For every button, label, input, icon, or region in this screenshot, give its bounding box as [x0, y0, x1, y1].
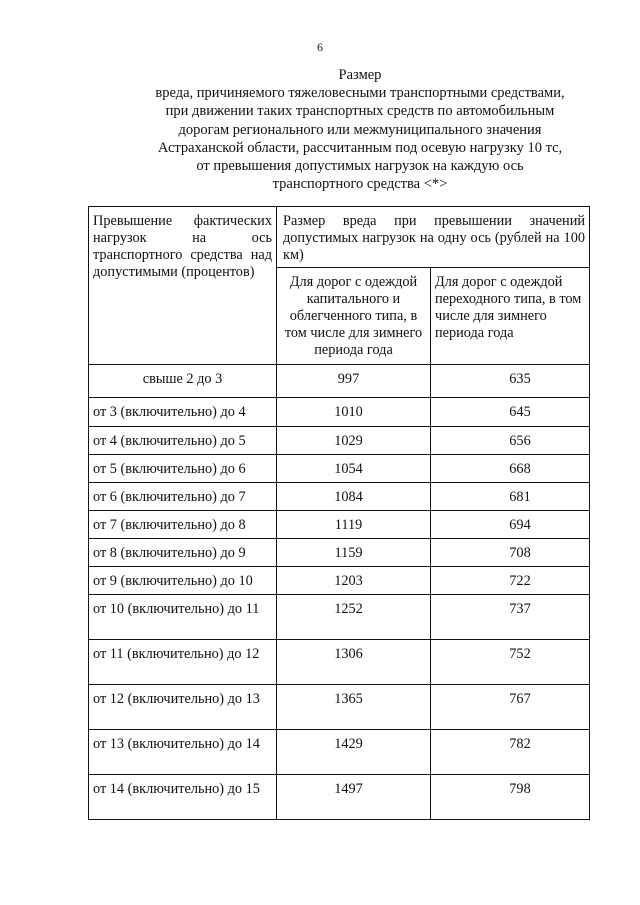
heading-line: вреда, причиняемого тяжеловесными транспортными средствами, — [155, 85, 565, 102]
heading-line: транспортного средства <*> — [272, 176, 448, 193]
row-label: от 13 (включительно) до 14 — [89, 730, 277, 775]
value-capital: 1119 — [277, 511, 431, 539]
value-capital: 1497 — [277, 775, 431, 820]
row-label: от 3 (включительно) до 4 — [89, 398, 277, 427]
value-transitional: 708 — [431, 539, 590, 567]
row-label: от 7 (включительно) до 8 — [89, 511, 277, 539]
row-label: от 8 (включительно) до 9 — [89, 539, 277, 567]
value-transitional: 798 — [431, 775, 590, 820]
table-row — [89, 730, 590, 775]
table-row — [89, 483, 590, 511]
value-capital: 1010 — [277, 398, 431, 427]
value-transitional: 782 — [431, 730, 590, 775]
heading-line: при движении таких транспортных средств по автомобильным — [165, 103, 555, 120]
heading-line: от превышения допустимых нагрузок на каждую ось — [196, 158, 524, 175]
table-row — [89, 640, 590, 685]
heading-line: дорогам регионального или межмуниципального значения — [178, 121, 542, 138]
value-transitional: 722 — [431, 567, 590, 595]
table-row — [89, 427, 590, 455]
value-transitional: 767 — [431, 685, 590, 730]
value-capital: 1029 — [277, 427, 431, 455]
table-row — [89, 365, 590, 398]
value-capital: 1203 — [277, 567, 431, 595]
value-transitional: 737 — [431, 595, 590, 640]
heading-line: Астраханской области, рассчитанным под осевую нагрузку 10 тс, — [157, 139, 563, 156]
row-label: от 12 (включительно) до 13 — [89, 685, 277, 730]
table-row — [89, 685, 590, 730]
value-transitional: 681 — [431, 483, 590, 511]
table-row — [89, 511, 590, 539]
row-label: свыше 2 до 3 — [89, 365, 277, 398]
row-label: от 4 (включительно) до 5 — [89, 427, 277, 455]
heading-line: Размер — [338, 67, 382, 83]
value-capital: 1365 — [277, 685, 431, 730]
value-capital: 997 — [277, 365, 431, 398]
table-row — [89, 775, 590, 820]
value-capital: 1429 — [277, 730, 431, 775]
row-label: от 10 (включительно) до 11 — [89, 595, 277, 640]
row-label: от 11 (включительно) до 12 — [89, 640, 277, 685]
table-row — [89, 539, 590, 567]
value-transitional: 635 — [431, 365, 590, 398]
document-heading — [100, 66, 620, 193]
value-capital: 1084 — [277, 483, 431, 511]
value-transitional: 645 — [431, 398, 590, 427]
row-label: от 6 (включительно) до 7 — [89, 483, 277, 511]
row-label: от 9 (включительно) до 10 — [89, 567, 277, 595]
table-row — [89, 567, 590, 595]
header-damage-size: Размер вреда при превышении значений допустимых нагрузок на одну ось (рублей на 100 км) — [277, 207, 590, 268]
header-transitional-roads: Для дорог с одеждой переходного типа, в том числе для зимнего периода года — [431, 268, 590, 365]
page-number: 6 — [317, 40, 323, 54]
value-transitional: 668 — [431, 455, 590, 483]
damage-table — [88, 206, 590, 820]
table-row — [89, 455, 590, 483]
table-row — [89, 595, 590, 640]
header-excess-load: Превышение фактических нагрузок на ось транспортного средства над допустимыми (процентов) — [89, 207, 277, 365]
header-capital-roads: Для дорог с одеждой капитального и облегченного типа, в том числе для зимнего периода года — [277, 268, 431, 365]
table-row — [89, 398, 590, 427]
value-transitional: 694 — [431, 511, 590, 539]
row-label: от 5 (включительно) до 6 — [89, 455, 277, 483]
value-transitional: 752 — [431, 640, 590, 685]
value-capital: 1159 — [277, 539, 431, 567]
value-capital: 1252 — [277, 595, 431, 640]
value-capital: 1306 — [277, 640, 431, 685]
row-label: от 14 (включительно) до 15 — [89, 775, 277, 820]
value-transitional: 656 — [431, 427, 590, 455]
value-capital: 1054 — [277, 455, 431, 483]
